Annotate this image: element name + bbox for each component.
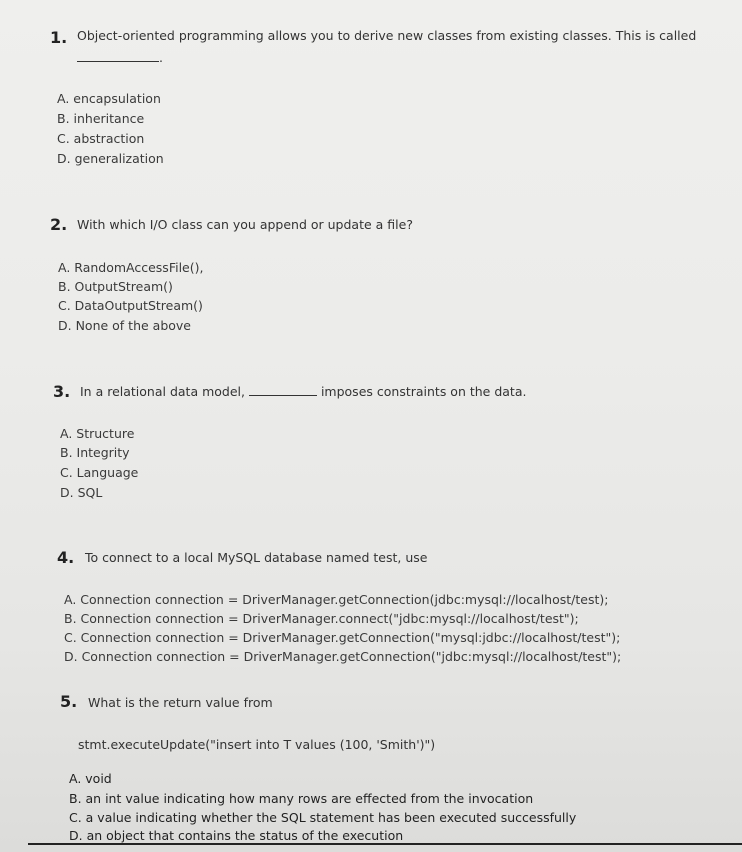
question-2-option-b: B. OutputStream(): [58, 279, 173, 294]
question-3-option-c: C. Language: [60, 465, 139, 480]
question-1-period: .: [159, 50, 163, 65]
question-4-number: 4.: [57, 548, 75, 567]
question-5-number: 5.: [60, 692, 78, 711]
answer-blank: [249, 395, 317, 396]
question-2-number: 2.: [50, 215, 68, 234]
question-1-number: 1.: [50, 28, 68, 47]
question-1-option-a: A. encapsulation: [57, 91, 161, 106]
question-1-text: Object-oriented programming allows you to derive new classes from existing classes. This is called: [77, 28, 697, 43]
question-5-text: What is the return value from: [88, 695, 273, 710]
question-3-text-before: In a relational data model,: [80, 384, 245, 399]
question-2-option-c: C. DataOutputStream(): [58, 298, 203, 313]
answer-blank: [77, 61, 159, 62]
question-4-option-a: A. Connection connection = DriverManager.getConnection(jdbc:mysql://localhost/test);: [64, 592, 609, 607]
question-3-option-b: B. Integrity: [60, 445, 130, 460]
question-5-option-c: C. a value indicating whether the SQL statement has been executed successfully: [69, 810, 577, 825]
question-5-option-a: A. void: [69, 771, 112, 786]
question-2-option-a: A. RandomAccessFile(),: [58, 260, 204, 275]
question-3-number: 3.: [53, 382, 71, 401]
question-1-option-d: D. generalization: [57, 151, 164, 166]
question-4-option-b: B. Connection connection = DriverManager.connect("jdbc:mysql://localhost/test");: [64, 611, 579, 626]
question-3-text-after: imposes constraints on the data.: [320, 384, 527, 399]
question-2-text: With which I/O class can you append or update a file?: [77, 217, 413, 232]
question-1-option-b: B. inheritance: [57, 111, 145, 126]
page-bottom-rule: [28, 843, 742, 845]
question-4-option-c: C. Connection connection = DriverManager.getConnection("mysql:jdbc://localhost/test");: [64, 630, 621, 645]
question-4-option-d: D. Connection connection = DriverManager.getConnection("jdbc:mysql://localhost/test");: [64, 649, 622, 664]
question-3-option-d: D. SQL: [60, 485, 103, 500]
question-3-line: [80, 384, 526, 399]
question-1-option-c: C. abstraction: [57, 131, 145, 146]
question-5-code: stmt.executeUpdate("insert into T values (100, 'Smith')"): [78, 737, 436, 752]
question-1-blank-line: [77, 50, 163, 65]
question-3-option-a: A. Structure: [60, 426, 135, 441]
question-5-option-d: D. an object that contains the status of the execution: [69, 828, 404, 843]
question-5-option-b: B. an int value indicating how many rows are effected from the invocation: [69, 791, 534, 806]
question-2-option-d: D. None of the above: [58, 318, 191, 333]
question-4-text: To connect to a local MySQL database named test, use: [85, 550, 428, 565]
